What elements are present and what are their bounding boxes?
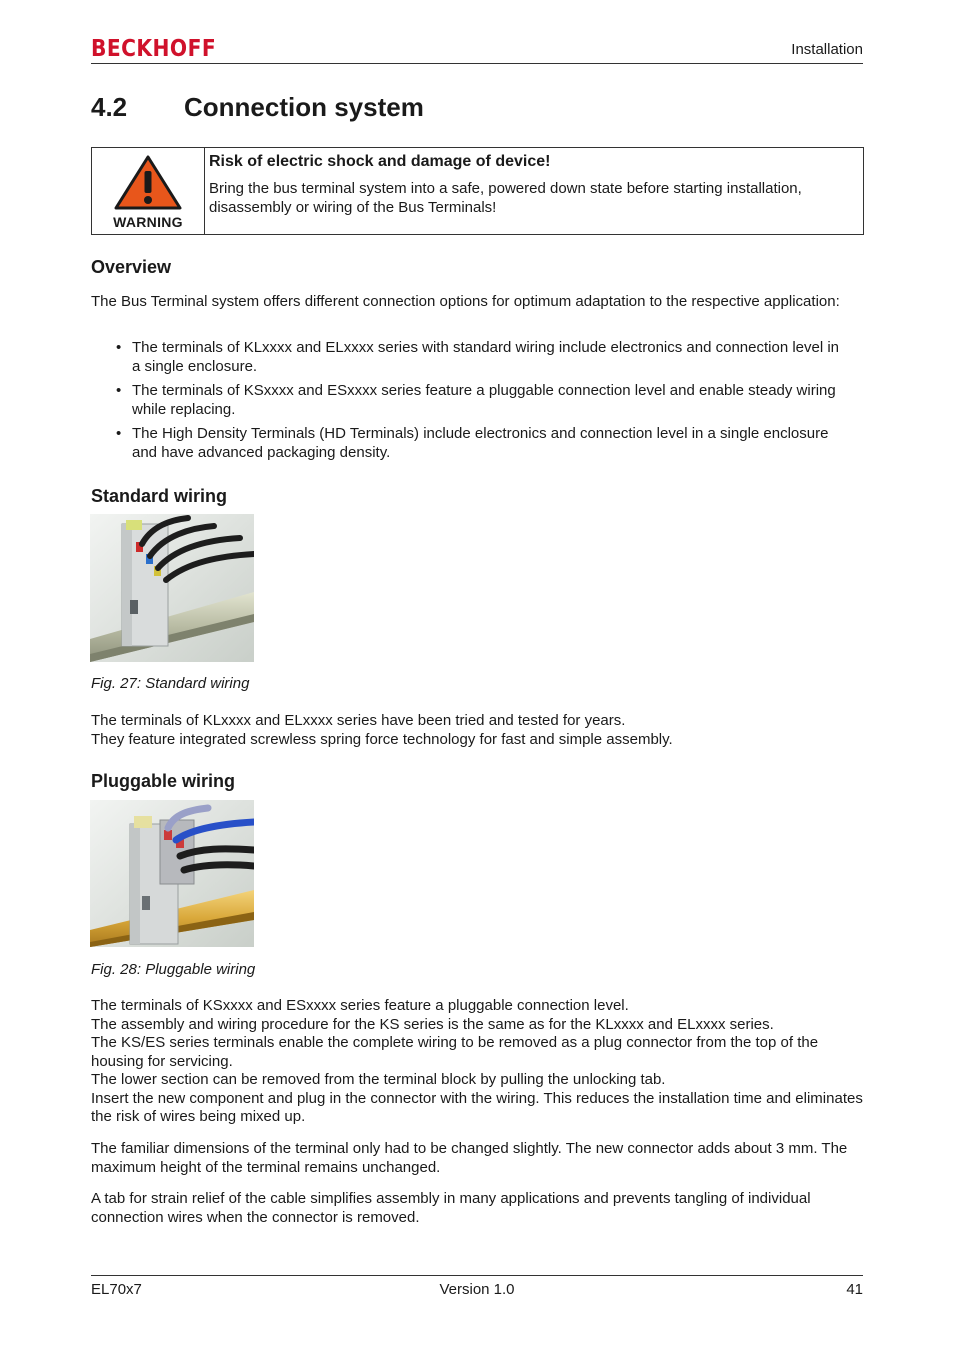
pluggable-wiring-text — [91, 997, 863, 1127]
warning-icon-cell — [92, 148, 205, 234]
text-line: The terminals of KSxxxx and ESxxxx series feature a pluggable connection level. — [91, 997, 629, 1014]
footer-version: Version 1.0 — [439, 1281, 515, 1298]
standard-wiring-photo — [90, 514, 254, 662]
list-item: • The terminals of KLxxxx and ELxxxx series with standard wiring include electronics and connection level in a single enclosure. — [112, 339, 842, 376]
text-line: The lower section can be removed from the terminal block by pulling the unlocking tab. — [91, 1071, 666, 1088]
pluggable-wiring-caption: Fig. 28: Pluggable wiring — [91, 961, 256, 978]
list-item: • The terminals of KSxxxx and ESxxxx series feature a pluggable connection level and enable steady wiring while replacing. — [112, 382, 842, 419]
standard-wiring-heading: Standard wiring — [91, 486, 228, 506]
header-rule — [91, 63, 863, 64]
footer-document-name: EL70x7 — [91, 1281, 142, 1298]
section-number: 4.2 — [91, 92, 128, 122]
warning-title: Risk of electric shock and damage of device! — [209, 153, 551, 170]
warning-label: WARNING — [113, 214, 183, 230]
overview-intro: The Bus Terminal system offers different connection options for optimum adaptation to the respective application: — [91, 293, 840, 310]
text-line: Insert the new component and plug in the connector with the wiring. This reduces the installation time and eliminates the risk of wires being mixed up. — [91, 1089, 863, 1125]
text-line: The terminals of KLxxxx and ELxxxx series have been tried and tested for years. — [91, 712, 626, 729]
standard-wiring-text — [91, 712, 863, 749]
warning-triangle-icon — [113, 154, 183, 212]
beckhoff-logo: BECKHOFF — [91, 36, 217, 62]
standard-wiring-caption: Fig. 27: Standard wiring — [91, 675, 250, 692]
text-line: The assembly and wiring procedure for the KS series is the same as for the KLxxxx and ELxxxx series. — [91, 1015, 774, 1033]
pluggable-dimensions-text: The familiar dimensions of the terminal only had to be changed slightly. The new connector adds about 3 mm. The maximum height of the terminal remains unchanged. — [91, 1140, 848, 1176]
list-item: • The High Density Terminals (HD Terminals) include electronics and connection level in a single enclosure and have advanced packaging density. — [112, 425, 842, 462]
overview-heading: Overview — [91, 257, 172, 277]
section-heading — [91, 92, 424, 123]
section-title: Connection system — [184, 92, 424, 122]
footer-page-number: 41 — [846, 1281, 863, 1298]
chapter-label: Installation — [791, 41, 863, 58]
pluggable-wiring-photo — [90, 800, 254, 948]
pluggable-wiring-heading: Pluggable wiring — [91, 771, 236, 791]
text-line: They feature integrated screwless spring force technology for fast and simple assembly. — [91, 730, 673, 748]
text-line: The KS/ES series terminals enable the complete wiring to be removed as a plug connector from the top of the housing for servicing. — [91, 1034, 819, 1070]
pluggable-strain-relief-text: A tab for strain relief of the cable simplifies assembly in many applications and prevents tangling of individual connection wires when the connector is removed. — [91, 1190, 811, 1226]
overview-bullet-list — [112, 339, 842, 468]
warning-box — [91, 147, 864, 235]
warning-text: Bring the bus terminal system into a safe, powered down state before starting installation, disassembly or wiring of the Bus Terminals! — [209, 180, 802, 216]
footer-rule — [91, 1275, 863, 1276]
